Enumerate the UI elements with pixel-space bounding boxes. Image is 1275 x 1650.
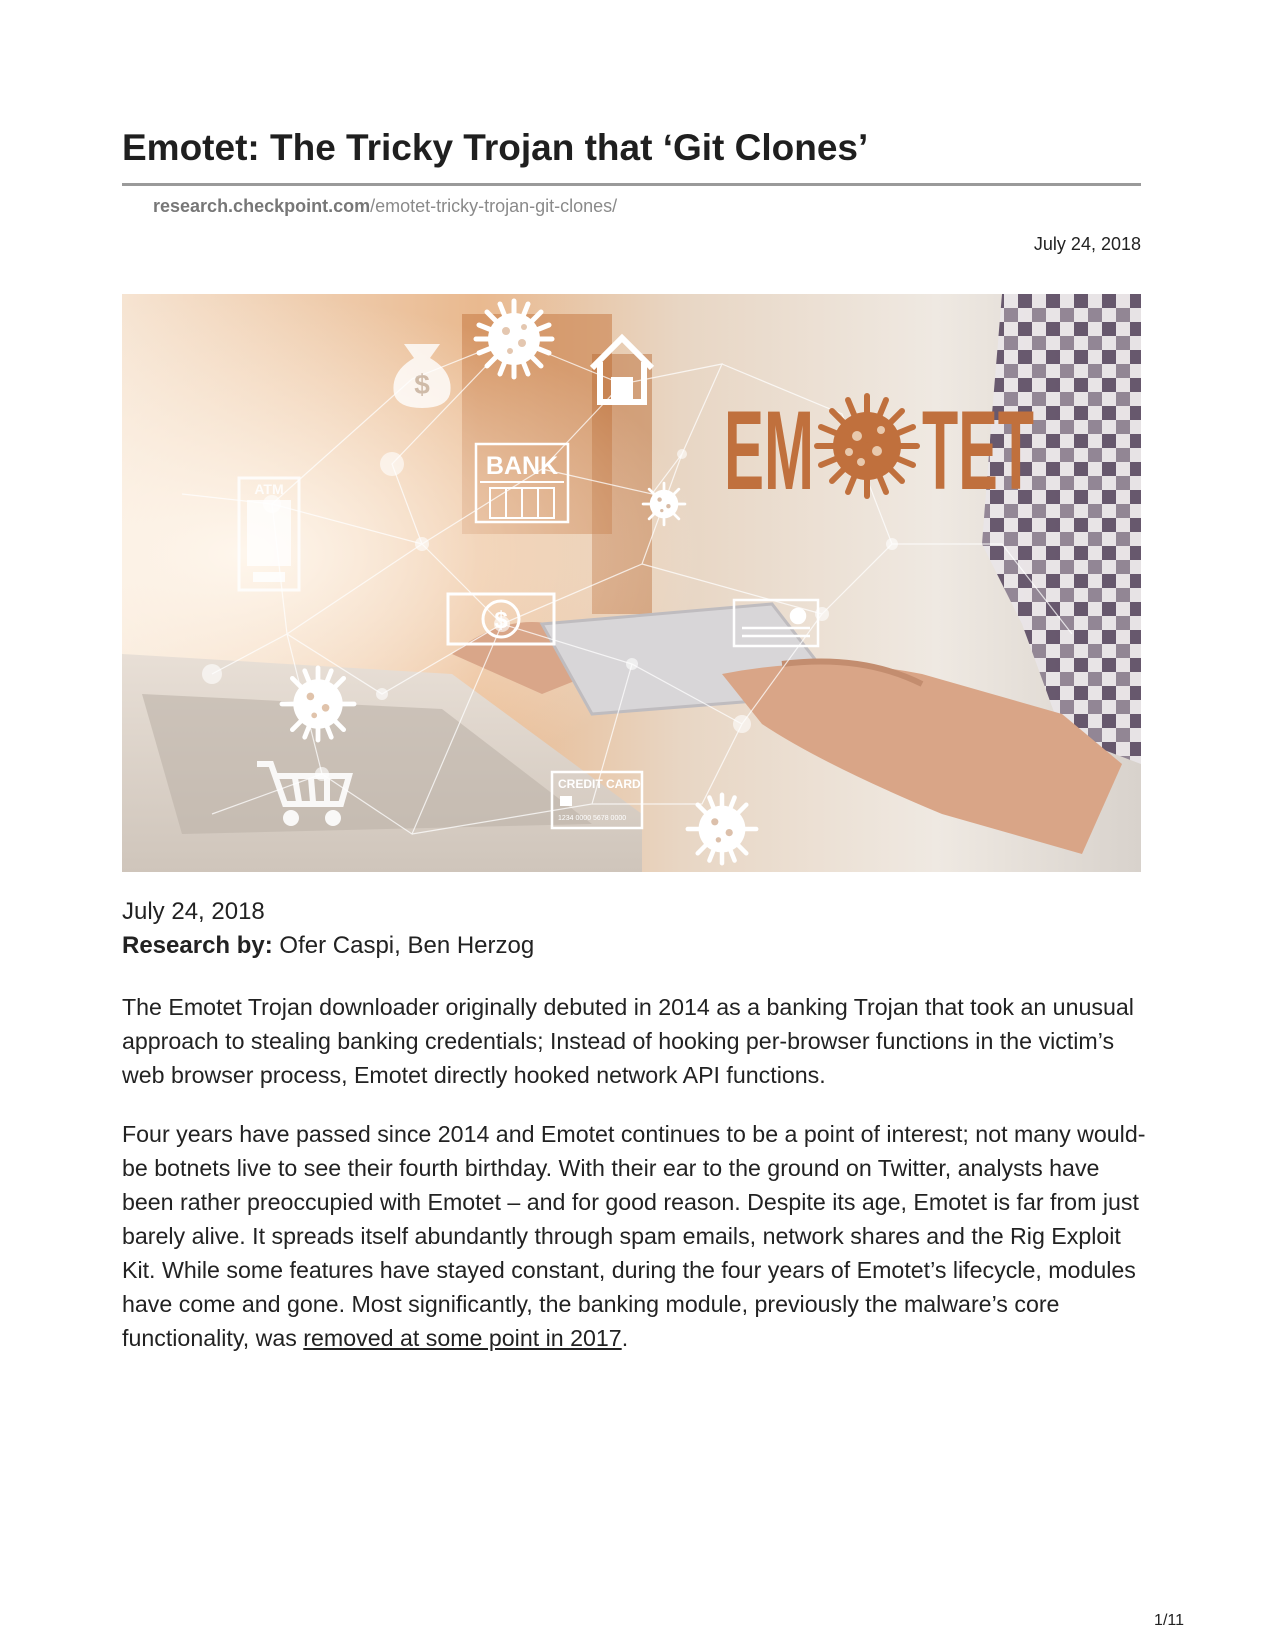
svg-text:EM: EM	[724, 388, 814, 513]
title-divider	[122, 183, 1141, 186]
page-number: 1/11	[1154, 1612, 1184, 1629]
removed-2017-link[interactable]: removed at some point in 2017	[303, 1325, 622, 1351]
svg-text:BANK: BANK	[485, 452, 559, 480]
svg-text:$: $	[414, 369, 430, 400]
source-domain[interactable]: research.checkpoint.com	[153, 196, 371, 216]
source-path[interactable]: /emotet-tricky-trojan-git-clones/	[370, 196, 618, 216]
svg-text:1234 0000 5678 0000: 1234 0000 5678 0000	[558, 815, 627, 822]
svg-text:$: $	[494, 607, 508, 634]
paragraph-history-text: Four years have passed since 2014 and Emotet continues to be a point of interest; not many would-be botnets live to see their fourth birthday. With their ear to the ground on Twitter, analysts have been rather preoccupied with Emotet – and for good reason. Despite its age, Emotet is far from just barely alive. It spreads itself abundantly through spam emails, network shares and the Rig Exploit Kit. While some features have stayed constant, during the four years of Emotet’s lifecycle, modules have come and gone. Most significantly, the banking module, previously the malware’s core functionality, was	[122, 1121, 1146, 1351]
svg-text:ATM: ATM	[254, 481, 284, 497]
header-date: July 24, 2018	[1033, 234, 1141, 254]
bank-icon	[476, 444, 568, 522]
paragraph-history	[122, 1117, 1152, 1355]
source-url[interactable]	[153, 196, 617, 217]
svg-text:CREDIT CARD: CREDIT CARD	[558, 777, 641, 791]
article-date: July 24, 2018	[122, 898, 265, 925]
byline-label: Research by:	[122, 932, 273, 959]
byline-authors: Ofer Caspi, Ben Herzog	[279, 932, 535, 959]
virus-icon	[688, 795, 756, 863]
virus-icon	[282, 668, 354, 740]
virus-icon	[643, 483, 685, 525]
virus-icon	[817, 396, 917, 496]
paragraph-intro: The Emotet Trojan downloader originally debuted in 2014 as a banking Trojan that took an unusual approach to stealing banking credentials; Instead of hooking per-browser functions in the victim’s web browser process, Emotet directly hooked network API functions.	[122, 994, 1134, 1088]
virus-icon	[476, 301, 552, 377]
byline	[122, 932, 534, 960]
hero-image	[122, 294, 1141, 872]
page-title: Emotet: The Tricky Trojan that ‘Git Clones’	[122, 127, 869, 168]
svg-text:TET: TET	[922, 388, 1034, 513]
paragraph-history-end: .	[621, 1325, 629, 1351]
